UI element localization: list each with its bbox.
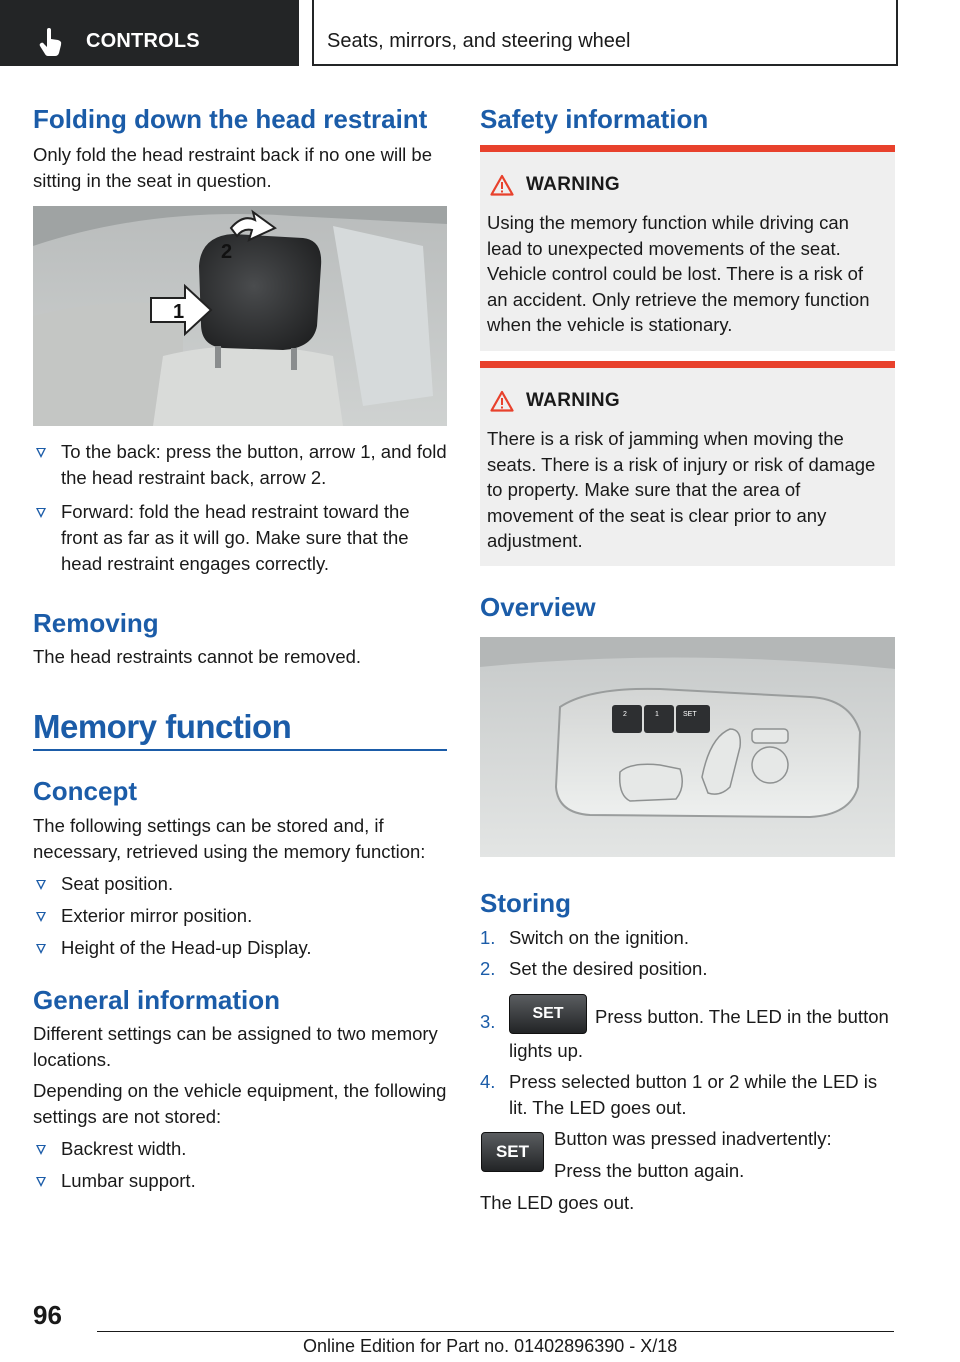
removing-text: The head restraints cannot be removed. (33, 646, 362, 667)
bullet-triangle-icon (36, 944, 46, 954)
warning-text: There is a risk of jamming when moving the seats. There is a risk of injury or risk of damage to property. Make sure that the area of movement of the seat is clear prior to any adjustment. (487, 428, 876, 551)
chapter-rule (33, 749, 447, 751)
general-title: General information (33, 985, 281, 1015)
set-button-icon: SET (509, 994, 587, 1034)
warning-header (490, 174, 620, 196)
bullet-triangle-icon (36, 912, 46, 922)
list-item: 1. Switch on the ignition. (480, 927, 689, 948)
arrow-1-label: 1 (173, 301, 185, 323)
seat-controls-image (480, 637, 895, 857)
page-header (0, 0, 960, 66)
list-item: Height of the Head-up Display. (33, 935, 447, 961)
page-number: 96 (33, 1300, 62, 1330)
set-button-label: SET (683, 711, 697, 718)
list-item: Forward: fold the head restraint toward the front as far as it will go. Make sure that the head restraint engages correctly. (33, 499, 447, 577)
overview-title: Overview (480, 592, 596, 622)
head-restraint-image (33, 206, 447, 426)
led-out-text: The LED goes out. (480, 1192, 635, 1213)
removing-title: Removing (33, 608, 159, 638)
hand-pointer-icon (38, 28, 64, 56)
storing-title: Storing (480, 888, 571, 918)
folding-title: Folding down the head restraint (33, 104, 428, 134)
inadvertent-text: Button was pressed inadvertently: (554, 1128, 832, 1149)
warning-header (490, 390, 620, 412)
list-item: Seat position. (33, 871, 447, 897)
bullet-triangle-icon (36, 508, 46, 518)
list-item: Exterior mirror position. (33, 903, 447, 929)
chapter-title: Memory function (33, 708, 292, 745)
general-text-1: Different settings can be assigned to two memory locations. (33, 1023, 438, 1070)
topic-tab (312, 0, 898, 66)
warning-triangle-icon (490, 174, 514, 196)
general-bullets (33, 1136, 447, 1194)
footer-rule (97, 1331, 894, 1332)
section-tab-label: CONTROLS (86, 30, 200, 52)
bullet-triangle-icon (36, 1145, 46, 1155)
set-button-icon: SET (481, 1132, 544, 1172)
folding-intro: Only fold the head restraint back if no one will be sitting in the seat in question. (33, 144, 433, 191)
warning-triangle-icon (490, 390, 514, 412)
memory-button-2-label: 2 (623, 711, 627, 718)
bullet-triangle-icon (36, 1177, 46, 1187)
concept-title: Concept (33, 776, 137, 806)
topic-tab-label: Seats, mirrors, and steering wheel (327, 30, 631, 52)
section-tab (0, 0, 299, 66)
folding-bullets (33, 439, 447, 577)
list-item: 4. Press selected button 1 or 2 while the LED is lit. The LED goes out. (480, 1071, 878, 1118)
concept-bullets (33, 871, 447, 961)
list-item: Backrest width. (33, 1136, 447, 1162)
storing-steps (480, 925, 895, 1121)
list-item: Lumbar support. (33, 1168, 447, 1194)
list-item: 2. Set the desired position. (480, 958, 708, 979)
edition-text: Online Edition for Part no. 01402896390 - X/18 (303, 1336, 678, 1356)
arrow-2-label: 2 (221, 241, 233, 263)
memory-button-1-label: 1 (655, 711, 659, 718)
warning-box-2 (480, 361, 895, 566)
warning-text: Using the memory function while driving can lead to unexpected movements of the seat. Vehicle control could be lost. There is a risk of an accident. Only retrieve the memory function when the vehicle is stationary. (487, 212, 870, 335)
concept-text: The following settings can be stored and, if necessary, retrieved using the memory function: (33, 815, 426, 862)
warning-label: WARNING (526, 390, 620, 411)
bullet-triangle-icon (36, 448, 46, 458)
warning-label: WARNING (526, 174, 620, 195)
list-item: To the back: press the button, arrow 1, and fold the head restraint back, arrow 2. (33, 439, 447, 491)
general-text-2: Depending on the vehicle equipment, the following settings are not stored: (33, 1080, 447, 1127)
bullet-triangle-icon (36, 880, 46, 890)
list-item: 3. SET Press button. The LED in the button lights up. (480, 998, 895, 1064)
safety-title: Safety information (480, 104, 709, 134)
inadvertent-action: Press the button again. (554, 1160, 745, 1181)
warning-box-1 (480, 145, 895, 351)
